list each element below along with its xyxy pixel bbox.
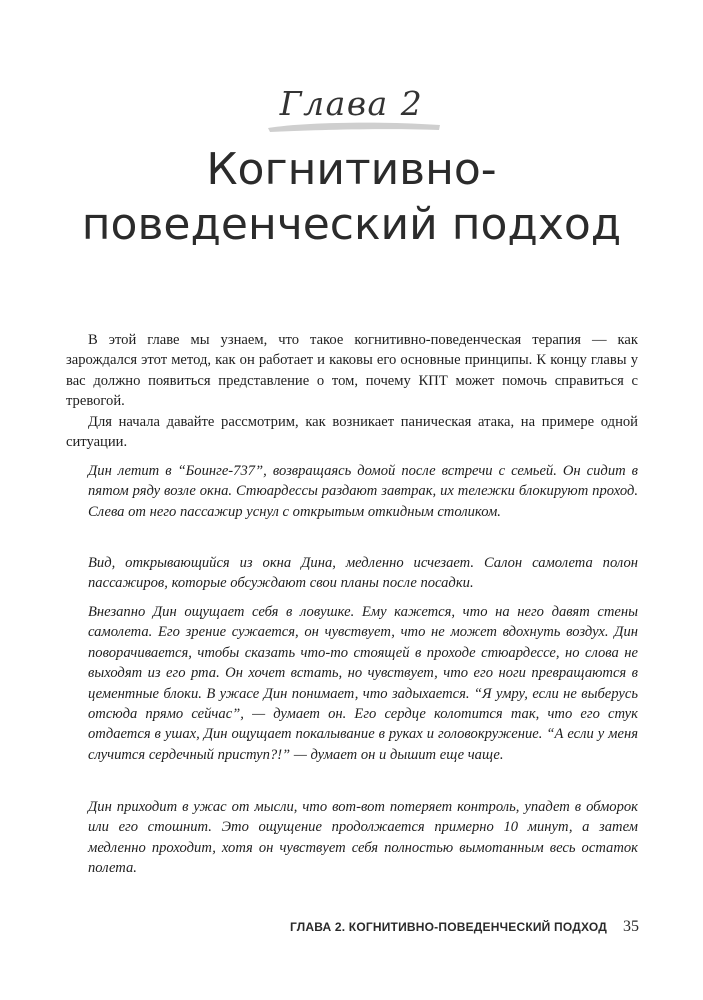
page-footer	[290, 918, 639, 936]
page-number: 35	[623, 918, 639, 935]
chapter-title	[0, 142, 703, 252]
story-paragraph: Вид, открывающийся из окна Дина, медленно исчезает. Салон самолета полон пассажиров, которые обсуждают свои планы после посадки.	[88, 555, 638, 592]
intro-text	[66, 330, 638, 452]
chapter-title-line-1: Когнитивно-	[206, 144, 497, 195]
chapter-title-line-2: поведенческий подход	[81, 199, 622, 250]
story-paragraph: Дин летит в “Боинге-737”, возвращаясь домой после встречи с семьей. Он сидит в пятом ряду возле окна. Стюардессы раздают завтрак, их тележки блокируют проход. Слева от него пассажир уснул с открытым откидным столиком.	[88, 463, 638, 520]
story-paragraph: Внезапно Дин ощущает себя в ловушке. Ему кажется, что на него давят стены самолета. Его зрение сужается, он чувствует, что не может вдохнуть воздух. Дин поворачивается, чтобы сказать что-то стоящей в проходе стюардессе, но слова не выходят из его рта. Он хочет встать, но чувствует, что его ноги превращаются в цементные блоки. В ужасе Дин понимает, что задыхается. “Я умру, если не выберусь отсюда прямо сейчас”, — думает он. Его сердце колотится так, что его стук отдается в ушах, Дин ощущает покалывание в руках и головокружение. “А если у меня случится сердечный приступ?!” — думает он и дышит еще чаще.	[88, 604, 638, 763]
story-paragraph: Дин приходит в ужас от мысли, что вот-вот потеряет контроль, упадет в обморок или его стошнит. Это ощущение продолжается примерно 10 минут, а затем медленно проходит, хотя он чувствует себя полностью вымотанным весь остаток полета.	[88, 799, 638, 877]
intro-paragraph: Для начала давайте рассмотрим, как возникает паническая атака, на примере одной ситуации.	[66, 413, 638, 451]
chapter-number: Глава 2	[279, 84, 424, 123]
running-title: ГЛАВА 2. КОГНИТИВНО-ПОВЕДЕНЧЕСКИЙ ПОДХОД	[290, 920, 607, 934]
intro-paragraph: В этой главе мы узнаем, что такое когнитивно-поведенческая терапия — как зарождался этот метод, как он работает и каковы его основные принципы. К концу главы у вас должно появиться представление о том, почему КПТ может помочь справиться с тревогой.	[66, 332, 638, 410]
chapter-label	[0, 84, 703, 129]
